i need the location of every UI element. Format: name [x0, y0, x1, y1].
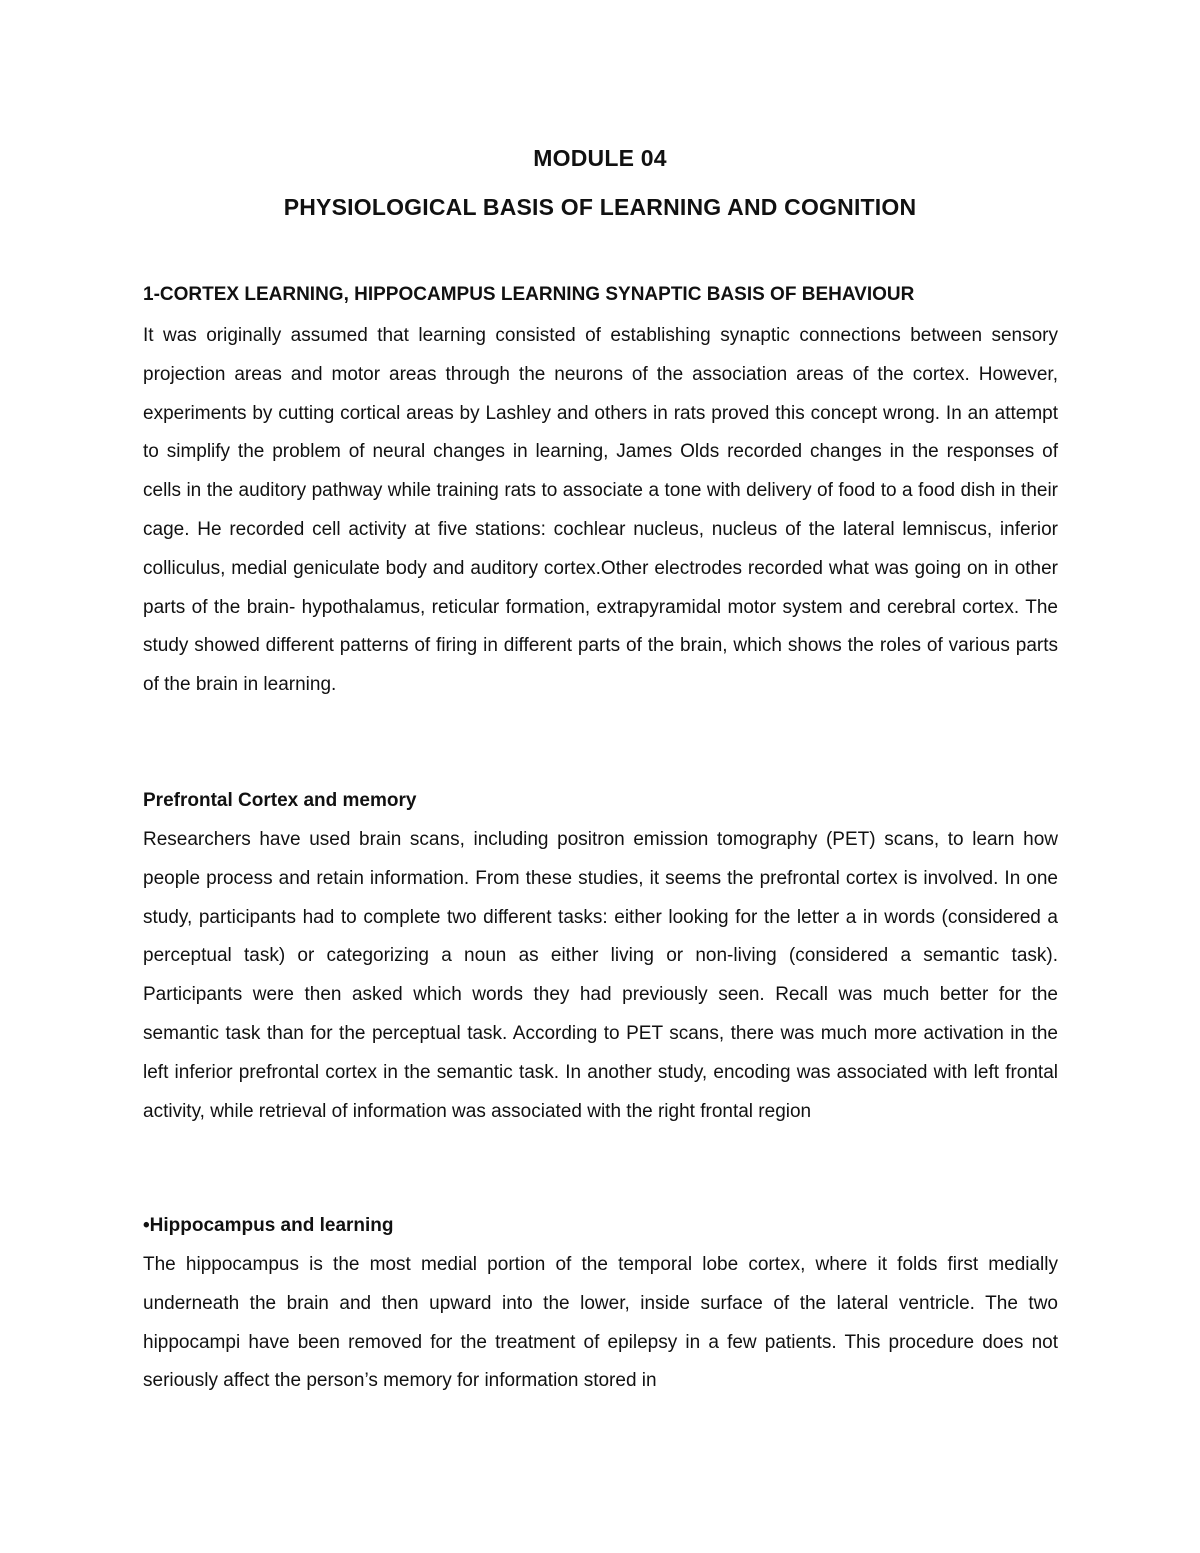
section-heading: •Hippocampus and learning [143, 1215, 394, 1236]
section-hippocampus [143, 1213, 1058, 1401]
section-cortex-learning [143, 282, 1058, 705]
section-body: The hippocampus is the most medial portion of the temporal lobe cortex, where it folds first medially underneath the brain and then upward into the lower, inside surface of the lateral ventricle. The two hippocampi have been removed for the treatment of epilepsy in a few patients. This procedure does not seriously affect the person’s memory for information stored in [143, 1254, 1058, 1392]
section-heading: Prefrontal Cortex and memory [143, 790, 417, 811]
section-heading: 1-CORTEX LEARNING, HIPPOCAMPUS LEARNING SYNAPTIC BASIS OF BEHAVIOUR [143, 284, 915, 305]
document-subtitle: PHYSIOLOGICAL BASIS OF LEARNING AND COGNITION [283, 194, 917, 220]
section-body: It was originally assumed that learning consisted of establishing synaptic connections between sensory projection areas and motor areas through the neurons of the association areas of the cortex. However, experiments by cutting cortical areas by Lashley and others in rats proved this concept wrong. In an attempt to simplify the problem of neural changes in learning, James Olds recorded changes in the responses of cells in the auditory pathway while training rats to associate a tone with delivery of food to a food dish in their cage. He recorded cell activity at five stations: cochlear nucleus, nucleus of the lateral lemniscus, inferior colliculus, medial geniculate body and auditory cortex.Other electrodes recorded what was going on in other parts of the brain- hypothalamus, reticular formation, extrapyramidal motor system and cerebral cortex. The study showed different patterns of firing in different parts of the brain, which shows the roles of various parts of the brain in learning. [143, 325, 1058, 696]
section-prefrontal-cortex [143, 788, 1058, 1131]
section-body: Researchers have used brain scans, including positron emission tomography (PET) scans, to learn how people process and retain information. From these studies, it seems the prefrontal cortex is involved. In one study, participants had to complete two different tasks: either looking for the letter a in words (considered a perceptual task) or categorizing a noun as either living or non-living (considered a semantic task). Participants were then asked which words they had previously seen. Recall was much better for the semantic task than for the perceptual task. According to PET scans, there was much more activation in the left inferior prefrontal cortex in the semantic task. In another study, encoding was associated with left frontal activity, while retrieval of information was associated with the right frontal region [143, 829, 1058, 1122]
module-title: MODULE 04 [533, 145, 667, 171]
